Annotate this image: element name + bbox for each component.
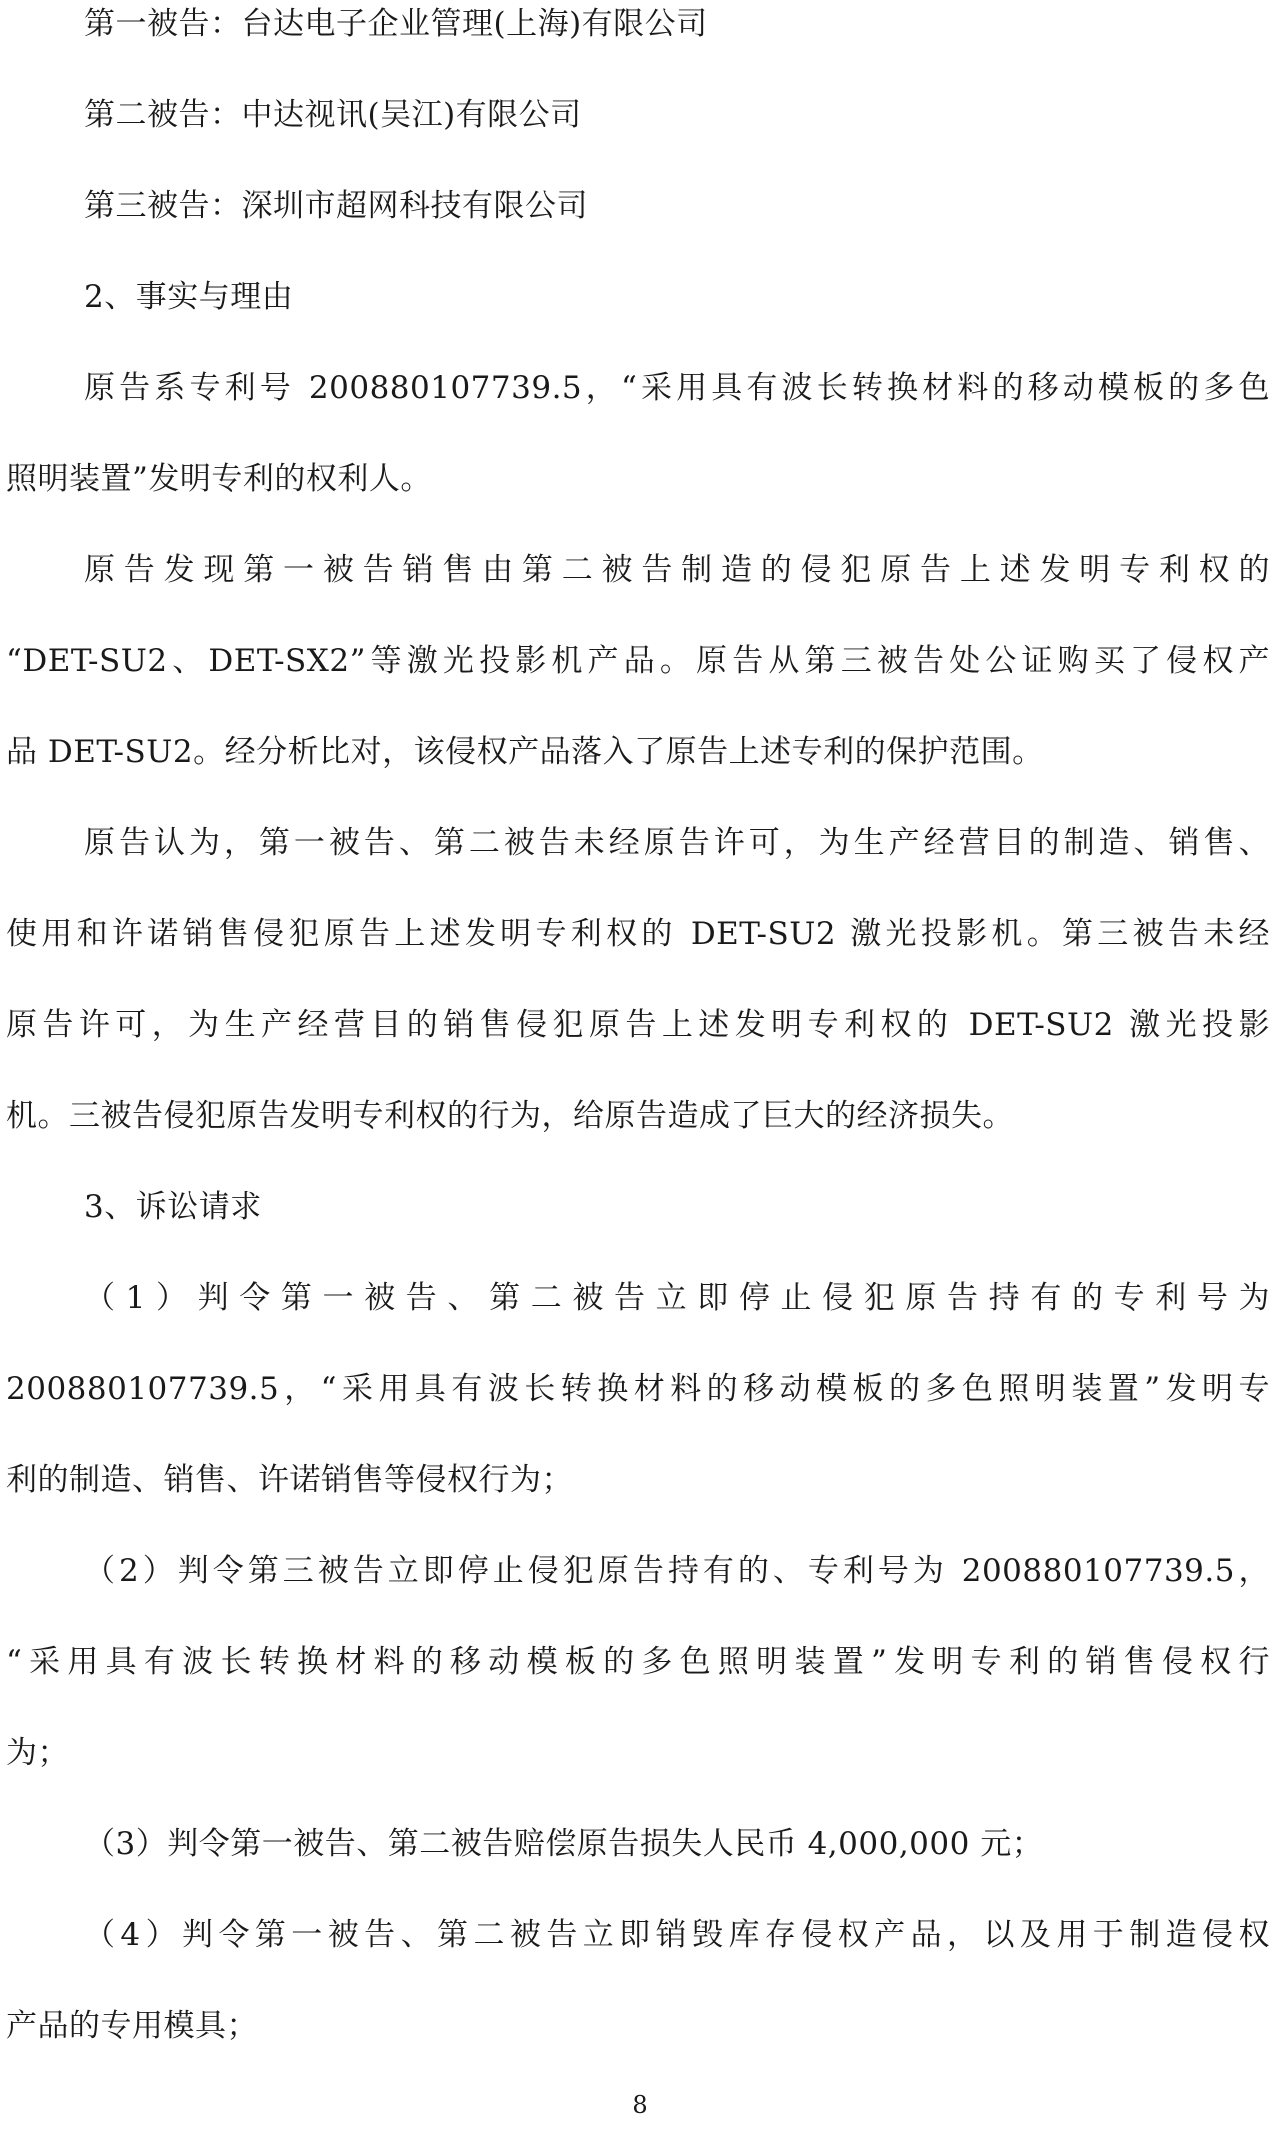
paragraph-line: （3）判令第一被告、第二被告赔偿原告损失人民币 4,000,000 元；	[84, 1826, 1044, 1862]
paragraph-line: 原告发现第一被告销售由第二被告制造的侵犯原告上述发明专利权的	[84, 552, 1270, 588]
paragraph-line: 原告认为，第一被告、第二被告未经原告许可，为生产经营目的制造、销售、	[84, 825, 1270, 861]
page-number: 8	[632, 2091, 648, 2119]
paragraph-line: 200880107739.5，“采用具有波长转换材料的移动模板的多色照明装置”发明专	[6, 1371, 1270, 1407]
defendant-3: 第三被告：深圳市超网科技有限公司	[84, 188, 588, 224]
paragraph-line: 产品的专用模具；	[6, 2008, 258, 2044]
paragraph-line: 品 DET-SU2。经分析比对，该侵权产品落入了原告上述专利的保护范围。	[6, 734, 1044, 770]
defendant-2: 第二被告：中达视讯(吴江)有限公司	[84, 97, 582, 133]
paragraph-line: 机。三被告侵犯原告发明专利权的行为，给原告造成了巨大的经济损失。	[6, 1098, 1014, 1134]
section-heading-facts: 2、事实与理由	[84, 279, 294, 315]
paragraph-line: （2）判令第三被告立即停止侵犯原告持有的、专利号为 200880107739.5，	[84, 1553, 1270, 1589]
section-heading-claims: 3、诉讼请求	[84, 1189, 262, 1225]
paragraph-line: 照明装置”发明专利的权利人。	[6, 461, 432, 497]
paragraph-line: “DET-SU2、DET-SX2”等激光投影机产品。原告从第三被告处公证购买了侵权产	[6, 643, 1270, 679]
paragraph-line: 原告许可，为生产经营目的销售侵犯原告上述发明专利权的 DET-SU2 激光投影	[6, 1007, 1270, 1043]
paragraph-line: 原告系专利号 200880107739.5，“采用具有波长转换材料的移动模板的多色	[84, 370, 1270, 406]
paragraph-line: 利的制造、销售、许诺销售等侵权行为；	[6, 1462, 573, 1498]
paragraph-line: 使用和许诺销售侵犯原告上述发明专利权的 DET-SU2 激光投影机。第三被告未经	[6, 916, 1270, 952]
defendant-1: 第一被告：台达电子企业管理(上海)有限公司	[84, 6, 708, 42]
paragraph-line: （1）判令第一被告、第二被告立即停止侵犯原告持有的专利号为	[84, 1280, 1270, 1316]
paragraph-line: （4）判令第一被告、第二被告立即销毁库存侵权产品，以及用于制造侵权	[84, 1917, 1270, 1953]
paragraph-line: “采用具有波长转换材料的移动模板的多色照明装置”发明专利的销售侵权行	[6, 1644, 1270, 1680]
paragraph-line: 为；	[6, 1735, 69, 1771]
